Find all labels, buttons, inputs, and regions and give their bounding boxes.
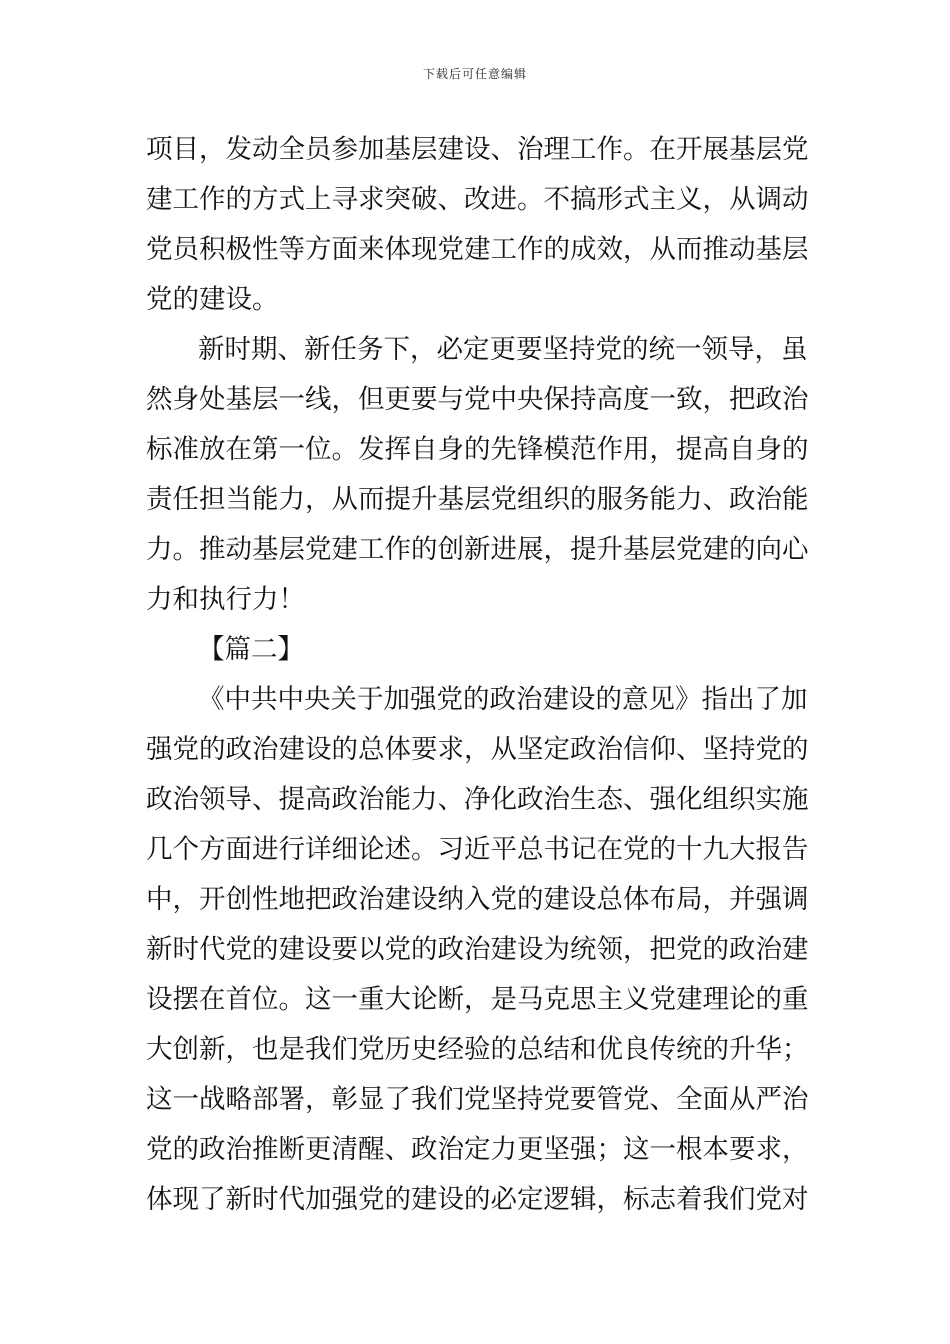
paragraph-line: 然身处基层一线，但更要与党中央保持高度一致，把政治 xyxy=(146,384,809,415)
paragraph-line: 党的政治推断更清醒、政治定力更坚强；这一根本要求， xyxy=(146,1134,809,1165)
paragraph-line: 《中共中央关于加强党的政治建设的意见》指出了加 xyxy=(198,684,808,715)
paragraph-line: 政治领导、提高政治能力、净化政治生态、强化组织实施 xyxy=(146,784,809,815)
paragraph-line: 几个方面进行详细论述。习近平总书记在党的十九大报告 xyxy=(146,834,809,865)
paragraph-line: 这一战略部署，彰显了我们党坚持党要管党、全面从严治 xyxy=(146,1084,809,1115)
paragraph-line: 标准放在第一位。发挥自身的先锋模范作用，提高自身的 xyxy=(146,434,809,465)
paragraph-line: 力。推动基层党建工作的创新进展，提升基层党建的向心 xyxy=(146,534,809,565)
section-heading: 【篇二】 xyxy=(198,634,304,665)
paragraph-line: 力和执行力！ xyxy=(146,584,305,615)
paragraph-line: 大创新，也是我们党历史经验的总结和优良传统的升华； xyxy=(146,1034,809,1065)
paragraph-line: 中，开创性地把政治建设纳入党的建设总体布局，并强调 xyxy=(146,884,809,915)
paragraph-line: 新时代党的建设要以党的政治建设为统领，把党的政治建 xyxy=(146,934,809,965)
paragraph-line: 建工作的方式上寻求突破、改进。不搞形式主义，从调动 xyxy=(146,184,809,215)
page-header: 下载后可任意编辑 xyxy=(422,67,527,81)
paragraph-line: 党的建设。 xyxy=(146,284,279,315)
paragraph-line: 体现了新时代加强党的建设的必定逻辑，标志着我们党对 xyxy=(146,1184,809,1215)
paragraph-line: 责任担当能力，从而提升基层党组织的服务能力、政治能 xyxy=(146,484,809,515)
paragraph-line: 项目，发动全员参加基层建设、治理工作。在开展基层党 xyxy=(146,134,809,165)
paragraph-line: 党员积极性等方面来体现党建工作的成效，从而推动基层 xyxy=(146,234,809,265)
paragraph-line: 强党的政治建设的总体要求，从坚定政治信仰、坚持党的 xyxy=(146,734,809,765)
paragraph-line: 新时期、新任务下，必定更要坚持党的统一领导，虽 xyxy=(198,334,808,365)
paragraph-line: 设摆在首位。这一重大论断，是马克思主义党建理论的重 xyxy=(146,984,809,1015)
